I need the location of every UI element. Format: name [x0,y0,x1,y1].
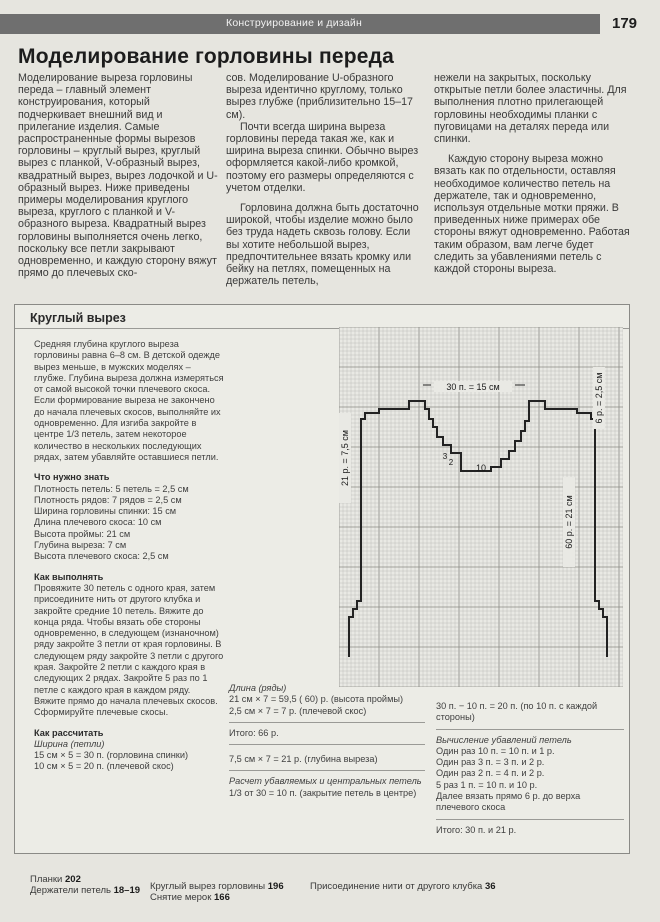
page-number: 179 [612,15,638,32]
know-item: Глубина выреза: 7 см [34,540,127,551]
divider [436,729,624,730]
know-item: Ширина горловины спинки: 15 см [34,506,177,517]
width-heading: Ширина (петли) [34,738,105,749]
armhole-rows-label: 60 р. = 21 см [564,495,574,549]
calc-line: 5 раз 1 п. = 10 п. и 10 р. [436,779,538,790]
intro-column-1 [18,72,218,279]
footer-link[interactable]: Держатели петель 18–19 [30,885,141,896]
footer-link[interactable]: Присоединение нити от другого клубка 36 [310,881,496,892]
step-label: 2 [448,458,454,467]
paragraph: нежели на закрытых, поскольку открытые петли более эластичны. Для выполнения плотно прилегающей горловины необходимы планки с пуговицами на деталях переда или спинки. [434,72,627,146]
panel-title: Круглый вырез [30,311,126,325]
paragraph: сов. Моделирование U-образного выреза идентично круглому, только вырез глубже (приблизительно 15–17 см). [226,72,413,121]
calc-total: Итого: 66 р. [229,727,279,738]
panel-instructions [34,339,224,773]
calc-line: Далее вязать прямо 6 р. до верха плечевого скоса [436,791,581,813]
length-calculation [229,683,425,799]
calc-line: 2,5 см × 7 = 7 р. (плечевой скос) [229,705,367,716]
divider [229,770,425,771]
footer-links-1 [30,874,140,896]
calc-line: 30 п. − 10 п. = 20 п. (по 10 п. с каждой стороны) [436,701,598,723]
neck-depth-label: 21 р. = 7,5 см [340,430,350,486]
knitting-chart [339,327,623,687]
divider [436,819,624,820]
know-item: Длина плечевого скоса: 10 см [34,517,162,528]
decrease-calculation [436,701,624,836]
footer-links-3 [310,881,496,892]
how-heading: Как выполнять [34,571,104,582]
center-heading: Расчет убавляемых и центральных петель [229,776,422,787]
page-title: Моделирование горловины переда [18,45,395,68]
know-item: Плотность петель: 5 петель = 2,5 см [34,483,189,494]
intro-column-3 [434,72,634,275]
footer-link[interactable]: Планки 202 [30,874,81,885]
calc-heading: Как рассчитать [34,727,104,738]
shoulder-rows-label: 6 р. = 2,5 см [594,372,604,424]
paragraph: Моделирование выреза горловины переда – главный элемент конструирования, который подчеркивает внешний вид и прилегание изделия. Самые распространенные формы вырезов горловины – круглый вырез, круглый вырез с планкой, V-образный вырез, квадратный вырез, вырез лодочкой и U-образный вырез. Ниже приведены примеры моделирования круглого выреза, круглого с планкой и V-образного выреза. Квадратный вырез горловины выполняется очень легко, поскольку все петли закрывают одновременно, и каждую сторону вяжут прямо до плечевых ско- [18,72,218,280]
know-item: Высота плечевого скоса: 2,5 см [34,551,169,562]
paragraph: Почти всегда ширина выреза горловины переда такая же, как и ширина выреза спинки. Обычно вырез оформляется какой-либо кромкой, поэтому его размеры определяются с учетом отделки. [226,120,419,194]
section-label: Конструирование и дизайн [226,17,362,29]
width-label: 30 п. = 15 см [446,382,500,392]
know-item: Высота проймы: 21 см [34,528,131,539]
footer-links-2 [150,881,284,903]
footer-link[interactable]: Круглый вырез горловины 196 [150,881,284,892]
paragraph: Каждую сторону выреза можно вязать как по отдельности, оставляя необходимое количество петель на держателе, так и одновременно, используя отдельные мотки пряжи. В приведенных ниже примерах обе стороны вяжут одновременно. Работая таким образом, вам легче будет следить за убавлениями петель с каждой стороны выреза. [434,153,630,276]
step-label: 3 [442,452,448,461]
width-item: 10 см × 5 = 20 п. (плечевой скос) [34,761,174,772]
calc-line: Один раз 2 п. = 4 п. и 2 р. [436,768,545,779]
calc-line: 1/3 от 30 = 10 п. (закрытие петель в центре) [229,787,417,798]
center-bindoff-label: 10 [475,463,487,473]
calc-line: 7,5 см × 7 = 21 р. (глубина выреза) [229,754,378,765]
calc-line: Один раз 3 п. = 3 п. и 2 р. [436,757,545,768]
calc-line: 21 см × 7 = 59,5 ( 60) р. (высота проймы) [229,694,404,705]
width-item: 15 см × 5 = 30 п. (горловина спинки) [34,750,189,761]
divider [229,744,425,745]
decrease-heading: Вычисление убавлений петель [436,734,572,745]
know-heading: Что нужно знать [34,472,110,483]
divider [229,722,425,723]
how-text: Провяжите 30 петель с одного края, затем присоедините нить от другого клубка и закройте средние 10 петель. Вяжите до конца ряда. Чтобы вязать обе стороны одновременно, в следующем (изнаночном) ряду закройте 3 петли от края горловины. В следующем ряду закройте 3 петли с другого края. Закройте 2 петли с каждого края в следующих 2 рядах. Закройте 5 раз по 1 петле с каждого края в каждом ряду. Вяжите прямо до начала плечевых скосов. Сформируйте плечевые скосы. [34,582,224,718]
footer-link[interactable]: Снятие мерок 166 [150,892,230,903]
description: Средняя глубина круглого выреза горловины равна 6–8 см. В детской одежде вырез меньше, в мужских моделях – глубже. Глубина выреза должна измеряться от самой высокой точки плечевого скоса. Если формирование выреза не закончено до начала плечевых скосов, выполняйте их одновременно. Для изгиба закройте в центре 1/3 петель, затем некоторое количество в нескольких последующих рядах, затем убавляйте оставшиеся петли. [34,339,224,462]
know-item: Плотность рядов: 7 рядов = 2,5 см [34,494,182,505]
length-heading: Длина (ряды) [229,683,287,693]
paragraph: Горловина должна быть достаточно широкой, чтобы изделие можно было без труда надеть сквозь голову. Если вы хотите небольшой вырез, предпочтительнее вязать кромку или бейку на петлях, помещенных на держатель петель, [226,202,419,288]
calc-line: Один раз 10 п. = 10 п. и 1 р. [436,745,555,756]
calc-total: Итого: 30 п. и 21 р. [436,824,517,835]
intro-column-2 [226,72,426,287]
